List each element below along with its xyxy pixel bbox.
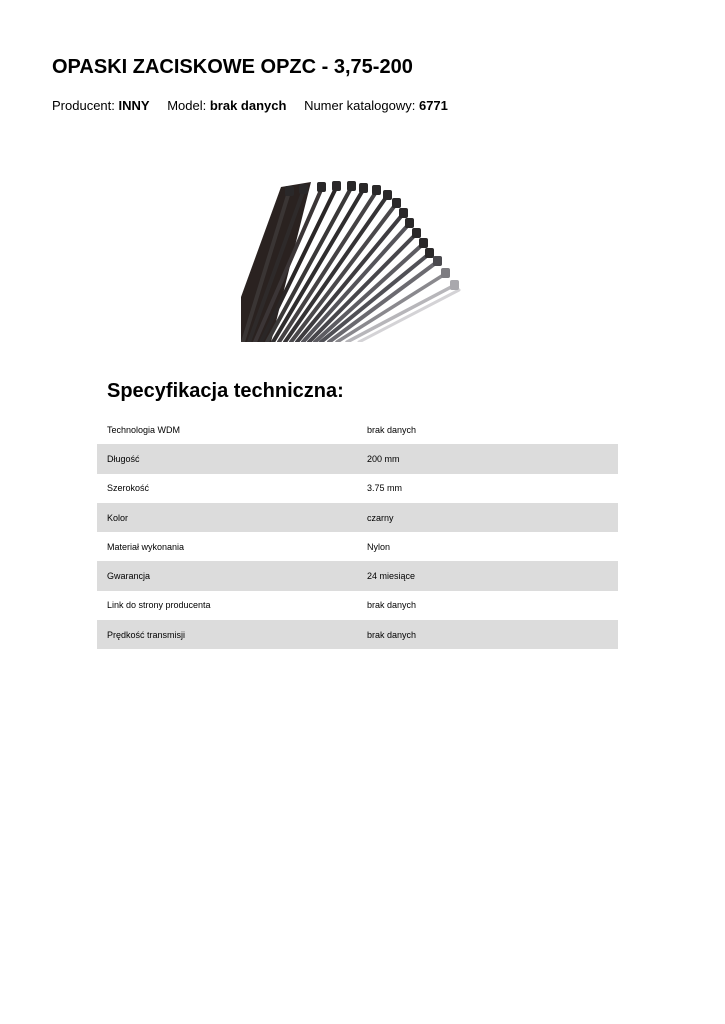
spec-row [97, 591, 618, 620]
spec-row-label: Technologia WDM [107, 424, 181, 435]
spec-row-value: brak danych [367, 629, 417, 640]
producer-value: INNY [118, 98, 150, 113]
spec-row-label: Link do strony producenta [107, 600, 211, 611]
spec-row-label: Długość [107, 453, 140, 464]
spec-row-value: 3.75 mm [367, 483, 403, 494]
spec-row-label: Prędkość transmisji [107, 629, 186, 640]
spec-row-value: 24 miesiące [367, 571, 416, 582]
spec-row [97, 620, 618, 649]
spec-row [97, 503, 618, 532]
catalog-label: Numer katalogowy: [304, 98, 416, 113]
spec-row [97, 415, 618, 444]
page-title: OPASKI ZACISKOWE OPZC - 3,75-200 [52, 56, 413, 78]
model-value: brak danych [209, 98, 287, 113]
spec-row-value: 200 mm [367, 453, 400, 464]
product-photo [241, 162, 486, 342]
catalog-value: 6771 [418, 98, 448, 113]
spec-row [97, 561, 618, 590]
producer-label: Producent: [52, 98, 115, 113]
spec-row [97, 532, 618, 561]
spec-row-value: czarny [367, 512, 394, 523]
spec-row-value: Nylon [367, 541, 391, 552]
spec-row-value: brak danych [367, 424, 417, 435]
producer-group [52, 98, 153, 113]
spec-row-label: Kolor [107, 512, 129, 523]
product-meta [52, 98, 462, 113]
spec-row-value: brak danych [367, 600, 417, 611]
spec-heading: Specyfikacja techniczna: [107, 380, 344, 402]
catalog-group [304, 98, 448, 113]
model-label: Model: [167, 98, 207, 113]
spec-table [97, 415, 618, 649]
spec-row [97, 444, 618, 473]
spec-row-label: Materiał wykonania [107, 541, 185, 552]
spec-row-label: Szerokość [107, 483, 150, 494]
model-group [167, 98, 290, 113]
spec-row [97, 474, 618, 503]
spec-row-label: Gwarancja [107, 571, 151, 582]
